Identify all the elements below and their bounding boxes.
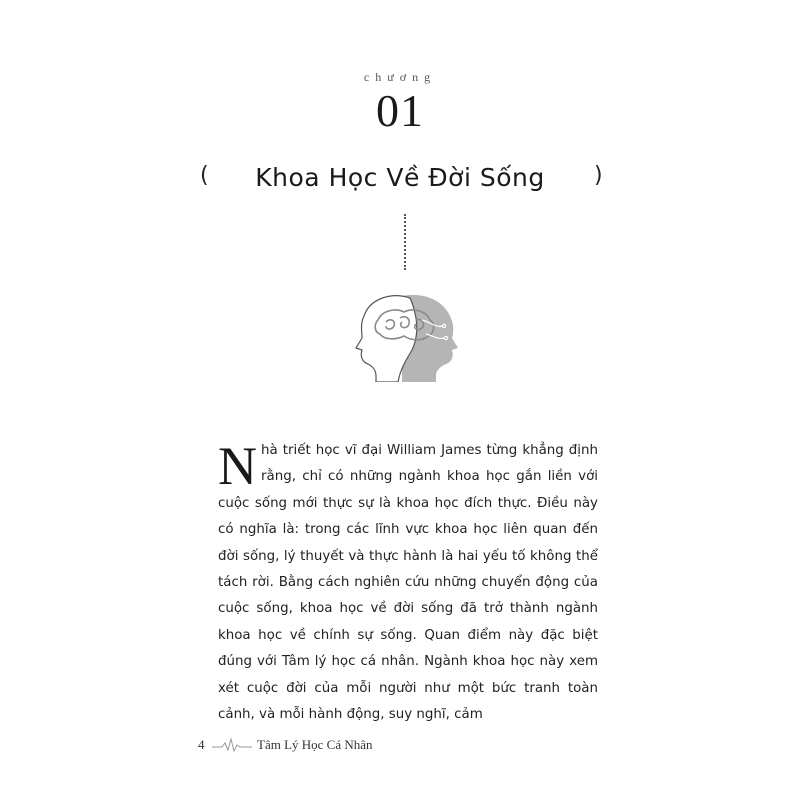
dotted-divider bbox=[404, 214, 407, 270]
page-number: 4 bbox=[198, 737, 205, 752]
heartbeat-line-icon bbox=[212, 737, 252, 753]
chapter-label: chương bbox=[363, 70, 437, 84]
bracket-left: ( bbox=[200, 163, 209, 188]
drop-cap: N bbox=[218, 436, 257, 496]
body-paragraph bbox=[218, 438, 598, 728]
bracket-right: ) bbox=[594, 163, 603, 188]
chapter-number: 01 bbox=[376, 85, 424, 136]
chapter-title: Khoa Học Về Đời Sống bbox=[255, 163, 545, 192]
body-text: hà triết học vĩ đại William James từng khẳng định rằng, chỉ có những ngành khoa học gắn liền với cuộc sống mới thực sự là khoa học đích thực. Điều này có nghĩa là: trong các lĩnh vực khoa học liên quan đến đời sống, lý thuyết và thực hành là hai yếu tố không thể tách rời. Bằng cách nghiên cứu những chuyển động của cuộc sống, khoa học về đời sống đã trở thành ngành khoa học về chính sự sống. Quan điểm này đặc biệt đúng với Tâm lý học cá nhân. Ngành khoa học này xem xét cuộc đời của mỗi người như một bức tranh toàn cảnh, và mỗi hành động, suy nghĩ, cảm bbox=[218, 443, 598, 723]
chapter-title-block bbox=[0, 163, 800, 192]
book-title: Tâm Lý Học Cá Nhân bbox=[257, 737, 373, 752]
two-heads-brain-icon bbox=[350, 290, 470, 382]
